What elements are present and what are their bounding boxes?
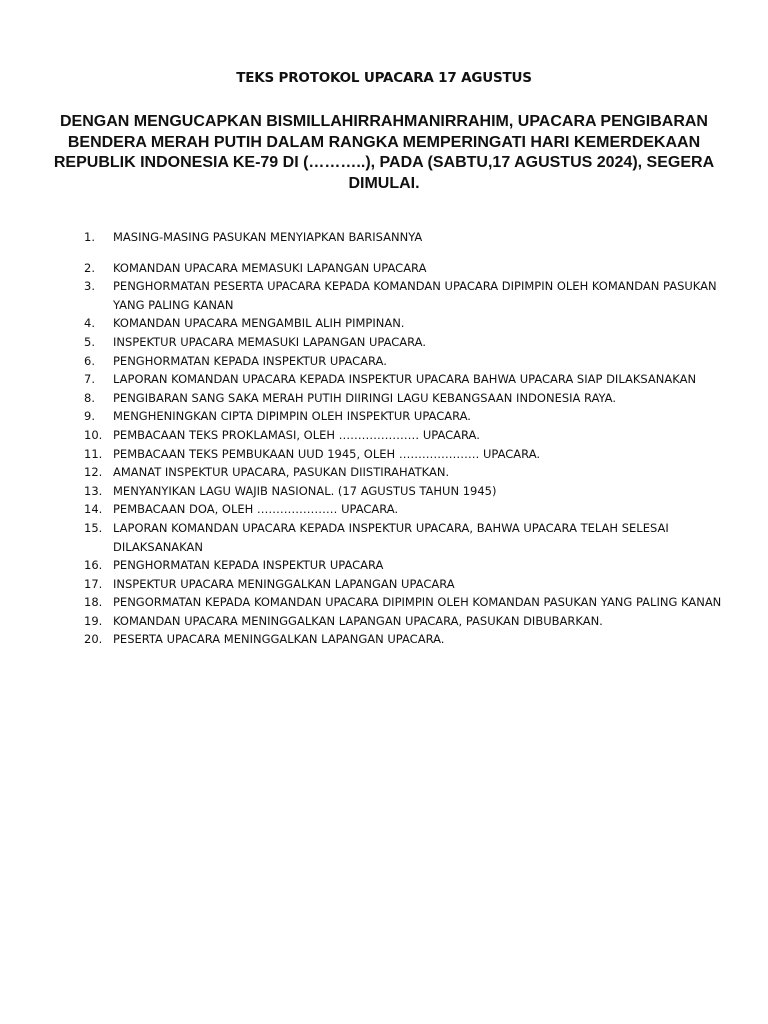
step-text: MENYANYIKAN LAGU WAJIB NASIONAL. (17 AGUSTUS TAHUN 1945) xyxy=(113,483,497,498)
step-number: 3. xyxy=(84,279,95,294)
step-text: PENGHORMATAN PESERTA UPACARA KEPADA KOMANDAN UPACARA DIPIMPIN OLEH KOMANDAN PASUKAN YANG PALING KANAN xyxy=(113,279,717,312)
list-item xyxy=(0,370,768,389)
step-number: 10. xyxy=(84,427,103,442)
step-number: 16. xyxy=(84,558,103,573)
step-text: AMANAT INSPEKTUR UPACARA, PASUKAN DIISTIRAHATKAN. xyxy=(113,465,450,480)
step-text: PENGHORMATAN KEPADA INSPEKTUR UPACARA xyxy=(113,558,384,573)
list-item xyxy=(0,463,768,482)
list-item xyxy=(0,593,768,612)
list-item xyxy=(0,389,768,408)
step-number: 1. xyxy=(84,230,95,244)
step-number: 19. xyxy=(84,613,103,628)
step-text: INSPEKTUR UPACARA MENINGGALKAN LAPANGAN UPACARA xyxy=(113,576,455,591)
list-item xyxy=(0,228,768,247)
list-item xyxy=(0,277,768,314)
step-number: 12. xyxy=(84,465,103,480)
step-text: PENGHORMATAN KEPADA INSPEKTUR UPACARA. xyxy=(113,353,387,368)
step-number: 15. xyxy=(84,520,103,535)
list-item xyxy=(0,519,768,556)
list-item xyxy=(0,407,768,426)
step-text: MASING-MASING PASUKAN MENYIAPKAN BARISANNYA xyxy=(113,230,423,244)
step-text: INSPEKTUR UPACARA MEMASUKI LAPANGAN UPACARA. xyxy=(113,334,427,349)
list-item xyxy=(0,333,768,352)
step-number: 2. xyxy=(84,260,95,275)
list-item xyxy=(0,314,768,333)
list-item xyxy=(0,575,768,594)
step-text: KOMANDAN UPACARA MEMASUKI LAPANGAN UPACARA xyxy=(113,260,427,275)
list-item xyxy=(0,630,768,649)
step-number: 13. xyxy=(84,483,103,498)
step-number: 11. xyxy=(84,446,103,461)
list-item xyxy=(0,482,768,501)
list-item xyxy=(0,556,768,575)
step-number: 18. xyxy=(84,595,103,610)
step-text: PESERTA UPACARA MENINGGALKAN LAPANGAN UPACARA. xyxy=(113,632,445,647)
step-number: 5. xyxy=(84,334,95,349)
protocol-steps-list xyxy=(0,228,768,649)
step-text: KOMANDAN UPACARA MENINGGALKAN LAPANGAN UPACARA, PASUKAN DIBUBARKAN. xyxy=(113,613,603,628)
step-number: 8. xyxy=(84,390,95,405)
step-number: 6. xyxy=(84,353,95,368)
list-item xyxy=(0,352,768,371)
step-text: LAPORAN KOMANDAN UPACARA KEPADA INSPEKTUR UPACARA, BAHWA UPACARA TELAH SELESAI DILAKSANAKAN xyxy=(113,520,669,554)
document-title: TEKS PROTOKOL UPACARA 17 AGUSTUS xyxy=(236,70,532,86)
opening-statement: DENGAN MENGUCAPKAN BISMILLAHIRRAHMANIRRAHIM, UPACARA PENGIBARAN BENDERA MERAH PUTIH DALAM RANGKA MEMPERINGATI HARI KEMERDEKAAN REPUBLIK INDONESIA KE-79 DI (………..), PADA (SABTU,17 AGUSTUS 2024), SEGERA DIMULAI. xyxy=(53,113,715,192)
list-item xyxy=(0,426,768,445)
step-text: LAPORAN KOMANDAN UPACARA KEPADA INSPEKTUR UPACARA BAHWA UPACARA SIAP DILAKSANAKAN xyxy=(113,372,697,387)
list-item xyxy=(0,259,768,278)
step-number: 9. xyxy=(84,409,95,424)
step-text: PENGORMATAN KEPADA KOMANDAN UPACARA DIPIMPIN OLEH KOMANDAN PASUKAN YANG PALING KANAN xyxy=(113,595,722,610)
step-number: 20. xyxy=(84,632,103,647)
step-text: MENGHENINGKAN CIPTA DIPIMPIN OLEH INSPEKTUR UPACARA. xyxy=(113,409,471,424)
list-item xyxy=(0,445,768,464)
step-text: PEMBACAAN DOA, OLEH ………………… UPACARA. xyxy=(113,502,399,517)
step-text: PEMBACAAN TEKS PROKLAMASI, OLEH ………………… UPACARA. xyxy=(113,427,480,442)
step-number: 17. xyxy=(84,576,103,591)
step-number: 14. xyxy=(84,502,103,517)
list-item xyxy=(0,500,768,519)
list-item xyxy=(0,612,768,631)
step-text: PEMBACAAN TEKS PEMBUKAAN UUD 1945, OLEH ………………… UPACARA. xyxy=(113,446,541,461)
step-number: 4. xyxy=(84,316,95,331)
step-number: 7. xyxy=(84,372,95,387)
step-text: PENGIBARAN SANG SAKA MERAH PUTIH DIIRINGI LAGU KEBANGSAAN INDONESIA RAYA. xyxy=(113,390,616,405)
step-text: KOMANDAN UPACARA MENGAMBIL ALIH PIMPINAN. xyxy=(113,316,405,331)
